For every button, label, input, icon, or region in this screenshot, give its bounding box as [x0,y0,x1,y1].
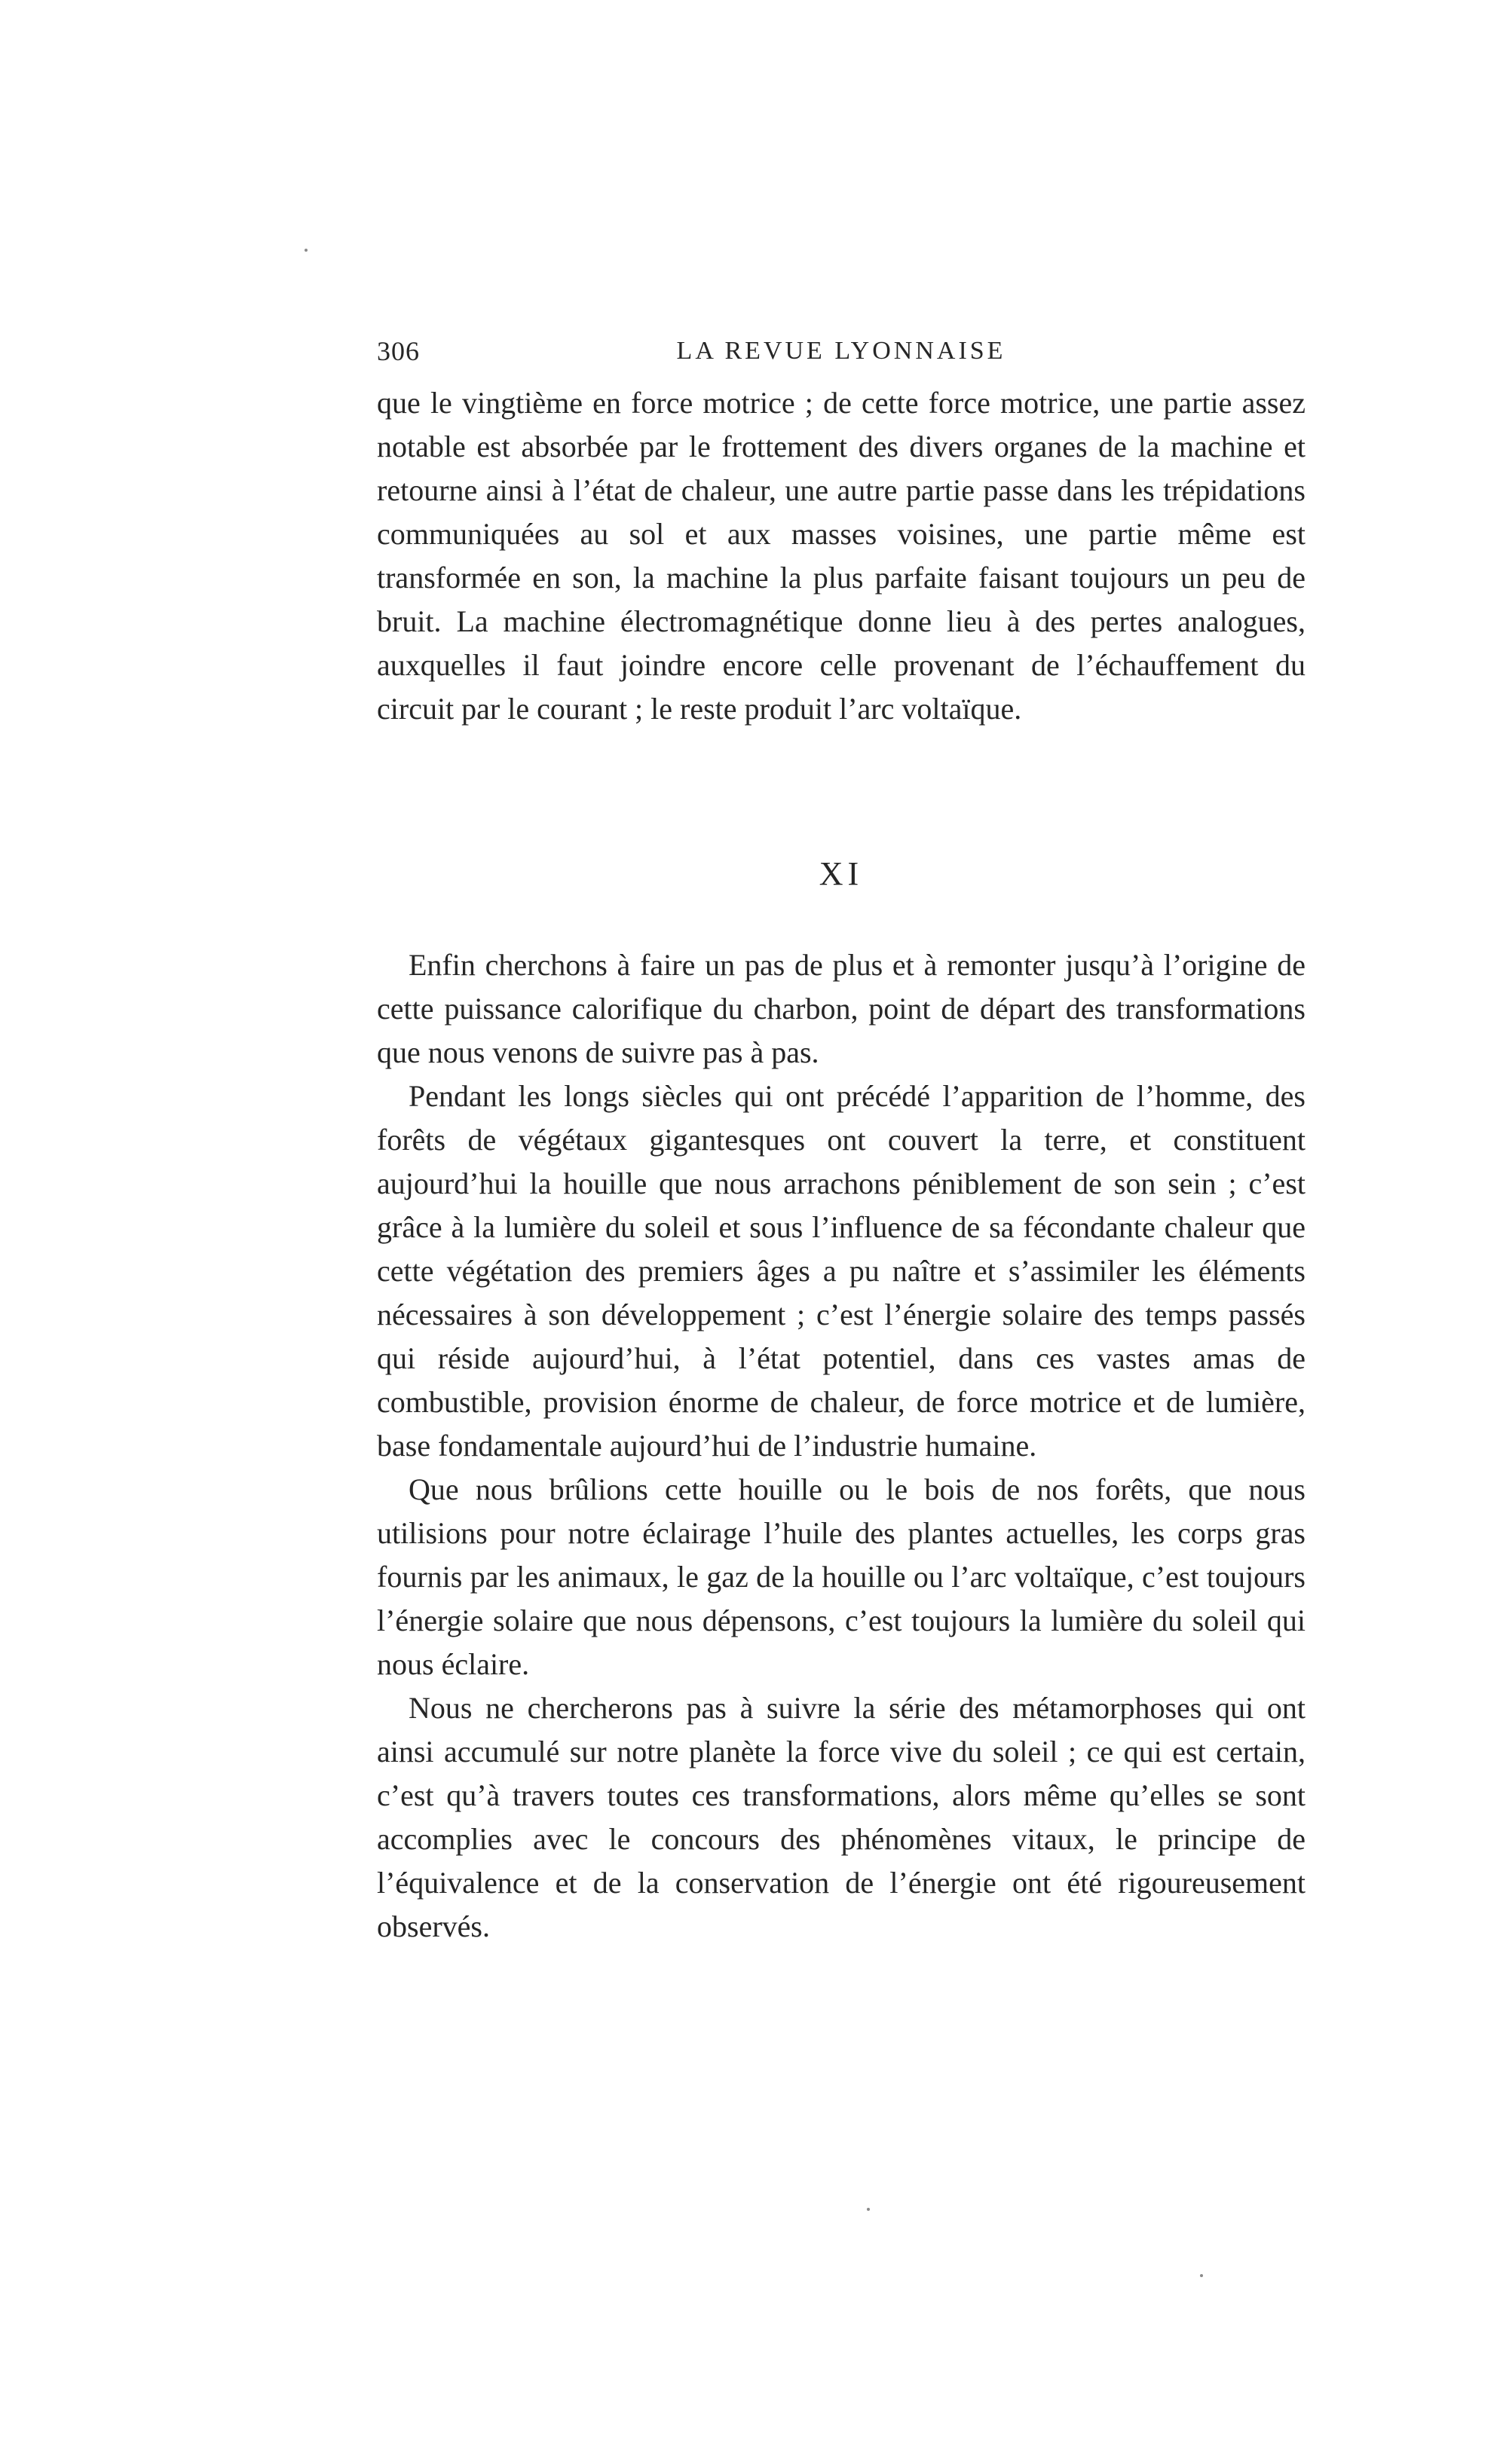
page-number: 306 [377,336,420,366]
section-paragraph-1: Enfin cherchons à faire un pas de plus et à remonter jusqu’à l’origine de cette puissance calorifique du charbon, point de départ des transformations que nous venons de suivre pas à pas. [377,948,1306,1069]
paper-speck [305,249,308,252]
running-title: LA REVUE LYONNAISE [676,337,1006,365]
section-body [377,943,1306,1949]
section-paragraph-3: Que nous brûlions cette houille ou le bois de nos forêts, que nous utilisions pour notre éclairage l’huile des plantes actuelles, les corps gras fournis par les animaux, le gaz de la houille ou l’arc voltaïque, c’est toujours l’énergie solaire que nous dépensons, c’est toujours la lumière du soleil qui nous éclaire. [377,1472,1306,1681]
page-header [377,330,1306,372]
paper-speck [867,2208,870,2211]
continuation-paragraph-block [377,381,1306,731]
section-paragraph-2: Pendant les longs siècles qui ont précédé l’apparition de l’homme, des forêts de végétaux gigantesques ont couvert la terre, et constituent aujourd’hui la houille que nous arrachons péniblement de son sein ; c’est grâce à la lumière du soleil et sous l’influence de sa fécondante chaleur que cette végétation des premiers âges a pu naître et s’assimiler les éléments nécessaires à son développement ; c’est l’énergie solaire des temps passés qui réside aujourd’hui, à l’état potentiel, dans ces vastes amas de combustible, provision énorme de chaleur, de force motrice et de lumière, base fondamentale aujourd’hui de l’industrie humaine. [377,1079,1306,1463]
continuation-paragraph: que le vingtième en force motrice ; de cette force motrice, une partie assez notable est absorbée par le frottement des divers organes de la machine et retourne ainsi à l’état de chaleur, une autre partie passe dans les trépidations communiquées au sol et aux masses voisines, une partie même est transformée en son, la machine la plus parfaite faisant toujours un peu de bruit. La machine électromagnétique donne lieu à des pertes analogues, auxquelles il faut joindre encore celle provenant de l’échauffement du circuit par le courant ; le reste produit l’arc voltaïque. [377,386,1306,726]
section-number: XI [819,855,864,892]
section-paragraph-4: Nous ne chercherons pas à suivre la série des métamorphoses qui ont ainsi accumulé sur notre planète la force vive du soleil ; ce qui est certain, c’est qu’à travers toutes ces transformations, alors même qu’elles se sont accomplies avec le concours des phénomènes vitaux, le principe de l’équivalence et de la conservation de l’énergie ont été rigoureusement observés. [377,1691,1306,1943]
paper-speck [1200,2274,1203,2277]
